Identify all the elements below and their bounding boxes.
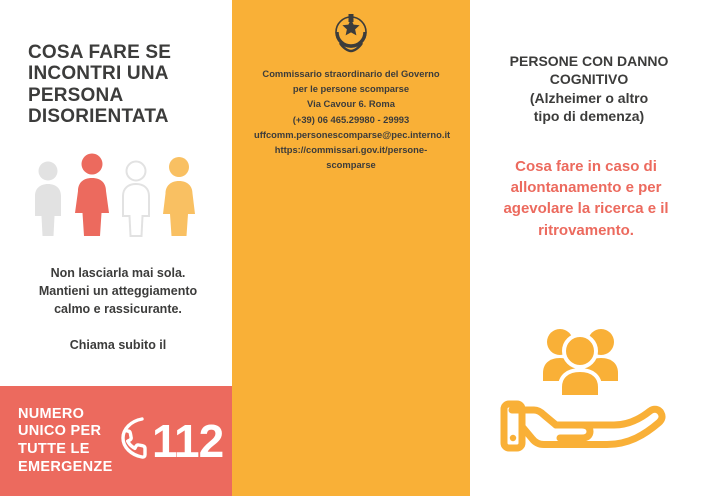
three-people-icon <box>30 152 232 238</box>
center-line-2: per le persone scomparse <box>292 83 410 95</box>
phone-handset-icon <box>120 416 150 467</box>
center-line-1: Commissario straordinario del Governo <box>262 68 440 79</box>
right-title-line-2: COGNITIVO <box>549 71 629 88</box>
center-line-4: (+39) 06 465.29980 - 29993 <box>292 113 410 125</box>
right-title-line-3: (Alzheimer o altro <box>529 89 649 106</box>
right-panel <box>470 0 702 496</box>
emergency-label: NUMERO UNICO PER TUTTE LE EMERGENZE <box>18 405 113 475</box>
emergency-number: 112 <box>152 415 224 467</box>
right-title-line-4: tipo di demenza) <box>533 108 645 125</box>
center-line-5: uffcomm.personescomparse@pec.interno.it <box>254 128 451 140</box>
center-panel <box>232 0 470 496</box>
center-line-3: Via Cavour 6. Roma <box>307 98 395 110</box>
emergency-number-group <box>120 414 223 468</box>
right-panel-title <box>492 52 686 126</box>
left-panel-paragraph-2: Chiama subito il <box>69 338 167 353</box>
left-panel <box>0 0 232 496</box>
left-panel-title: COSA FARE SE INCONTRI UNA PERSONA DISORIENTATA <box>28 42 172 128</box>
center-panel-address <box>254 66 451 173</box>
hand-holding-people-icon <box>498 318 676 468</box>
emergency-band <box>0 386 232 496</box>
right-title-line-1: PERSONE CON DANNO <box>509 53 669 69</box>
italian-republic-emblem-icon <box>328 12 374 56</box>
left-panel-paragraph-1: Non lasciarla mai sola. Mantieni un atteggiamento calmo e rassicurante. <box>38 265 198 317</box>
center-line-6[interactable]: https://commissari.gov.it/persone-scomparse <box>274 144 428 171</box>
right-panel-subtitle: Cosa fare in caso di allontanamento e per agevolare la ricerca e il ritrovamento. <box>503 157 669 239</box>
